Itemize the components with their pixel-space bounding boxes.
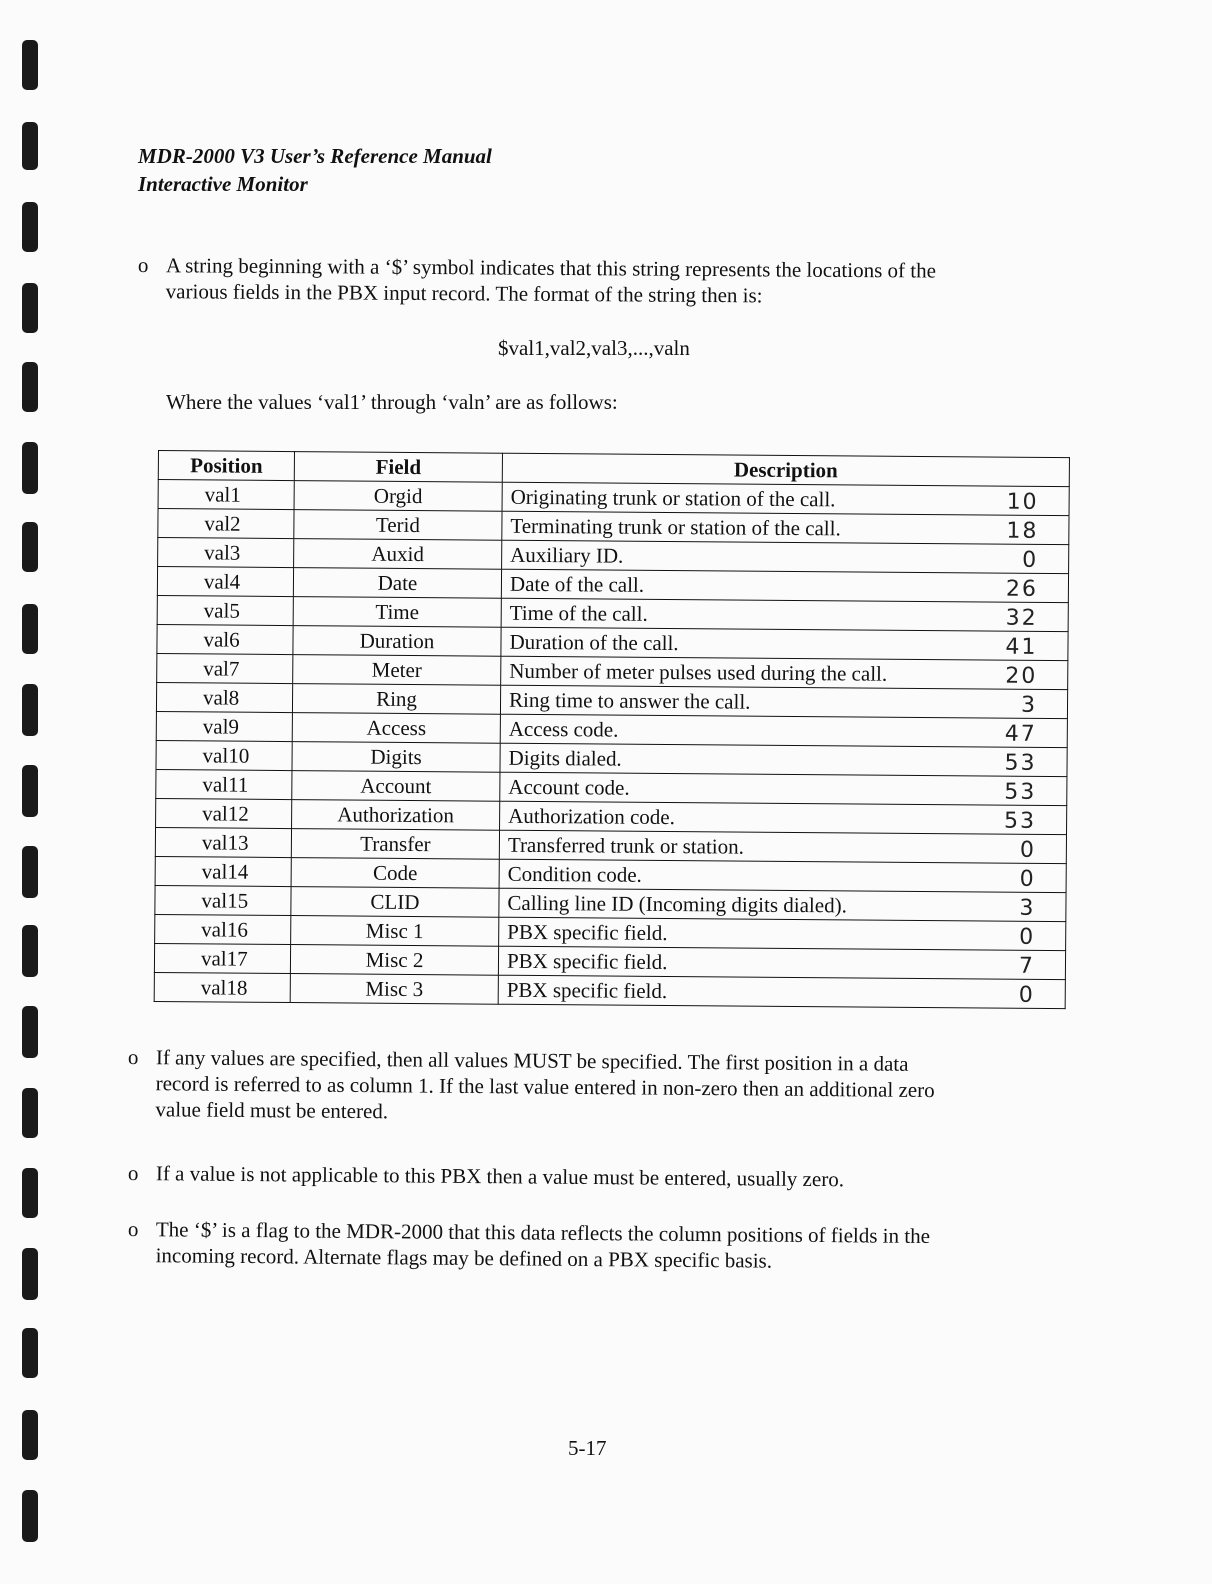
handwritten-note: 41: [1005, 634, 1038, 660]
bullet-mark: o: [127, 1217, 139, 1242]
binder-hole: [22, 522, 38, 572]
binder-hole: [22, 1328, 38, 1378]
handwritten-note: 7: [1018, 953, 1036, 979]
field-cell: Account: [292, 771, 500, 802]
position-cell: val1: [158, 480, 294, 510]
field-cell: Digits: [292, 742, 500, 773]
description-cell: [498, 975, 1065, 1008]
field-cell: Meter: [293, 655, 501, 686]
note-line: value field must be entered.: [155, 1097, 389, 1124]
description-text: Account code.: [508, 774, 630, 800]
handwritten-note: 26: [1005, 576, 1039, 602]
binder-hole: [22, 40, 38, 90]
description-cell: [501, 569, 1068, 602]
binder-hole: [22, 442, 38, 494]
description-text: PBX specific field.: [507, 919, 668, 946]
table-body: [154, 480, 1069, 1009]
page-number: 5-17: [568, 1436, 607, 1460]
position-cell: val6: [157, 624, 293, 654]
description-text: Terminating trunk or station of the call.: [510, 513, 841, 541]
column-header-position: Position: [158, 451, 294, 481]
field-position-table: [154, 450, 1070, 1009]
handwritten-note: 10: [1006, 489, 1039, 515]
field-cell: Misc 2: [290, 945, 498, 976]
description-cell: [498, 946, 1065, 979]
field-cell: Authorization: [292, 800, 500, 831]
field-cell: Misc 3: [290, 974, 498, 1005]
binder-hole: [22, 202, 38, 252]
note-line: If a value is not applicable to this PBX then a value must be entered, usually zero.: [155, 1161, 845, 1192]
field-cell: Orgid: [294, 481, 502, 512]
handwritten-note: 18: [1006, 518, 1039, 544]
position-cell: val2: [158, 509, 294, 539]
position-cell: val11: [156, 769, 292, 799]
binder-hole: [22, 1168, 38, 1218]
field-cell: Misc 1: [291, 916, 499, 947]
description-cell: [500, 685, 1067, 718]
description-text: Access code.: [508, 716, 619, 742]
intro-line: A string beginning with a ‘$’ symbol indicates that this string represents the locations of the: [165, 253, 937, 283]
handwritten-note: 53: [1004, 750, 1037, 776]
bullet-mark: o: [127, 1161, 139, 1186]
position-cell: val13: [155, 827, 291, 857]
binder-hole: [22, 684, 38, 736]
binder-hole: [22, 1088, 38, 1138]
note-bullet: [127, 1160, 1038, 1192]
position-cell: val12: [156, 798, 292, 828]
position-cell: val14: [155, 856, 291, 886]
position-cell: val16: [155, 914, 291, 944]
note-line: If any values are specified, then all values MUST be specified. The first position in a data: [155, 1045, 909, 1076]
handwritten-note: 47: [1004, 721, 1037, 747]
position-cell: val8: [156, 682, 292, 712]
description-text: Duration of the call.: [509, 629, 679, 656]
binder-hole: [22, 846, 38, 898]
description-cell: [500, 714, 1067, 747]
handwritten-note: 3: [1019, 895, 1036, 921]
field-cell: Ring: [292, 684, 500, 715]
note-text: [156, 1216, 931, 1275]
note-line: record is referred to as column 1. If the last value entered in non-zero then an additional zero: [155, 1071, 935, 1103]
position-cell: val4: [157, 567, 293, 597]
column-header-description: Description: [502, 453, 1069, 486]
binder-hole: [22, 122, 38, 170]
note-bullet: [127, 1044, 1038, 1124]
description-cell: [500, 772, 1067, 805]
column-header-field: Field: [294, 452, 502, 483]
binder-hole: [22, 765, 38, 817]
description-cell: [499, 830, 1066, 863]
description-text: Date of the call.: [509, 571, 645, 597]
position-cell: val9: [156, 711, 292, 741]
description-cell: [502, 511, 1069, 544]
description-cell: [502, 540, 1069, 573]
description-text: Ring time to answer the call.: [508, 687, 751, 714]
description-cell: [501, 627, 1068, 660]
table-row: [154, 972, 1065, 1008]
binder-hole: [22, 1410, 38, 1460]
bullet-mark: o: [127, 1045, 139, 1070]
binder-hole: [22, 1006, 38, 1058]
handwritten-note: 32: [1005, 605, 1038, 631]
binder-hole: [22, 1248, 38, 1300]
description-cell: [501, 656, 1068, 689]
binder-hole: [22, 604, 38, 654]
handwritten-note: 53: [1004, 779, 1037, 805]
intro-text: [166, 252, 936, 309]
handwritten-note: 0: [1019, 924, 1036, 950]
description-text: Number of meter pulses used during the call.: [509, 658, 888, 686]
position-cell: val3: [158, 538, 294, 568]
position-cell: val5: [157, 595, 293, 625]
field-cell: Terid: [294, 510, 502, 541]
description-text: Transferred trunk or station.: [507, 832, 745, 859]
description-text: Digits dialed.: [508, 745, 622, 771]
description-text: PBX specific field.: [506, 977, 668, 1004]
description-cell: [499, 917, 1066, 950]
note-line: The ‘$’ is a flag to the MDR-2000 that this data reflects the column positions of fields in the: [155, 1217, 931, 1248]
handwritten-note: 0: [1022, 547, 1039, 573]
note-text: [156, 1160, 844, 1192]
description-text: Calling line ID (Incoming digits dialed).: [507, 890, 847, 918]
field-cell: Date: [293, 568, 501, 599]
note-line: incoming record. Alternate flags may be defined on a PBX specific basis.: [155, 1243, 773, 1273]
binder-hole: [22, 283, 38, 333]
handwritten-note: 3: [1020, 692, 1038, 718]
binder-hole: [22, 925, 38, 977]
description-cell: [501, 598, 1068, 631]
position-cell: val10: [156, 740, 292, 770]
binder-hole: [22, 1490, 38, 1542]
field-cell: Code: [291, 858, 499, 889]
document-header: [138, 142, 492, 198]
field-cell: Time: [293, 597, 501, 628]
field-cell: Duration: [293, 626, 501, 657]
field-cell: CLID: [291, 887, 499, 918]
handwritten-note: 20: [1005, 663, 1038, 689]
section-title: Interactive Monitor: [138, 172, 308, 196]
description-text: Originating trunk or station of the call.: [510, 484, 836, 512]
position-cell: val18: [154, 972, 290, 1002]
description-text: Auxiliary ID.: [510, 542, 624, 568]
format-string: $val1,val2,val3,...,valn: [498, 336, 690, 360]
intro-bullet: [137, 252, 1038, 308]
field-cell: Auxid: [294, 539, 502, 570]
description-text: PBX specific field.: [506, 948, 668, 975]
handwritten-note: 0: [1018, 982, 1035, 1008]
field-cell: Transfer: [291, 829, 499, 860]
position-cell: val17: [154, 943, 290, 973]
position-cell: val7: [157, 653, 293, 683]
description-cell: [502, 482, 1069, 515]
description-cell: [500, 801, 1067, 834]
where-text: Where the values ‘val1’ through ‘valn’ are as follows:: [166, 390, 618, 414]
note-bullet: [127, 1216, 1038, 1273]
intro-line: various fields in the PBX input record. The format of the string then is:: [165, 279, 763, 308]
binder-hole: [22, 362, 38, 412]
description-text: Condition code.: [507, 861, 642, 887]
description-text: Authorization code.: [508, 803, 676, 830]
description-text: Time of the call.: [509, 600, 648, 626]
handwritten-note: 0: [1019, 866, 1036, 892]
position-cell: val15: [155, 885, 291, 915]
manual-title: MDR-2000 V3 User’s Reference Manual: [138, 144, 492, 168]
description-cell: [499, 859, 1066, 892]
note-text: [155, 1044, 935, 1129]
handwritten-note: 0: [1019, 837, 1036, 863]
handwritten-note: 53: [1004, 808, 1037, 834]
bullet-mark: o: [137, 252, 149, 278]
description-cell: [499, 888, 1066, 921]
field-cell: Access: [292, 713, 500, 744]
description-cell: [500, 743, 1067, 776]
